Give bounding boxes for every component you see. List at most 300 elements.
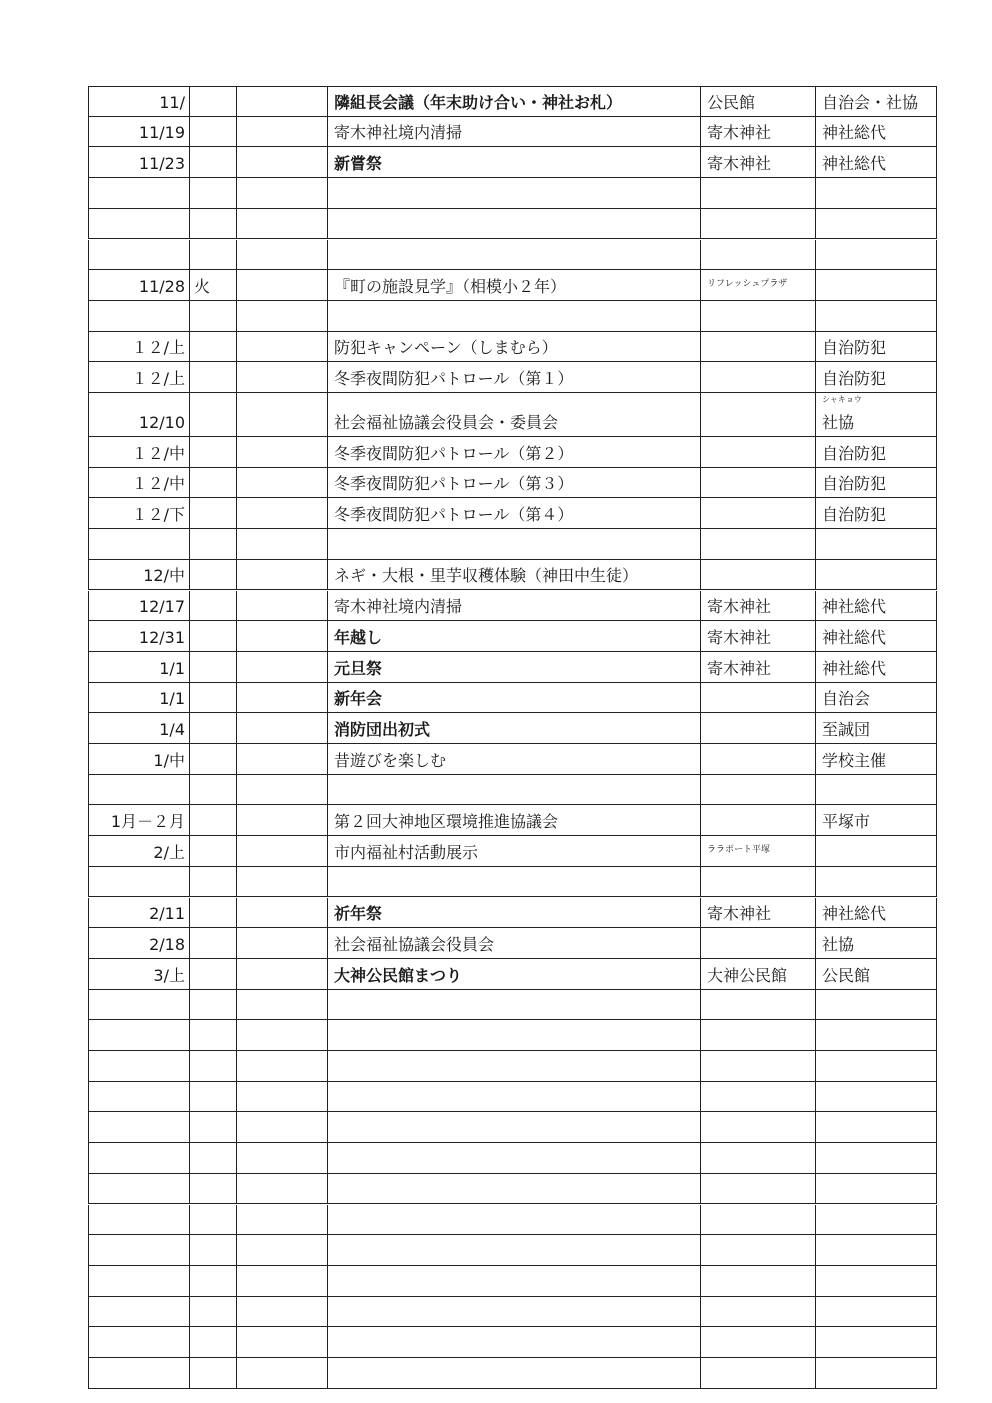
date-cell — [88, 1143, 189, 1174]
day-cell — [189, 1266, 236, 1297]
blank-cell — [236, 775, 327, 806]
table-row — [0, 1082, 992, 1113]
day-cell — [189, 928, 236, 959]
org-text: 自治防犯 — [822, 338, 887, 358]
day-text: 火 — [194, 276, 211, 296]
org-cell — [815, 529, 937, 560]
org-text: 自治防犯 — [822, 368, 887, 388]
event-text: 寄木神社境内清掃 — [334, 123, 463, 143]
event-text: 新年会 — [334, 689, 383, 709]
day-cell — [189, 147, 236, 178]
date-text: 11/23 — [138, 154, 185, 174]
place-cell — [700, 437, 815, 468]
org-text: 神社総代 — [822, 658, 887, 678]
event-cell — [327, 591, 700, 622]
event-cell — [327, 393, 700, 437]
table-row — [0, 652, 992, 683]
date-text: 11/28 — [138, 276, 185, 296]
day-cell — [189, 867, 236, 898]
table-row — [0, 362, 992, 393]
day-cell — [189, 898, 236, 929]
date-cell — [88, 683, 189, 714]
org-cell — [815, 928, 937, 959]
org-cell — [815, 1143, 937, 1174]
blank-cell — [236, 683, 327, 714]
place-text: 寄木神社 — [707, 627, 772, 647]
org-text: 神社総代 — [822, 597, 887, 617]
event-cell — [327, 652, 700, 683]
org-cell — [815, 836, 937, 867]
date-text: １２/上 — [131, 338, 185, 358]
org-cell — [815, 240, 937, 271]
event-cell — [327, 959, 700, 990]
day-cell — [189, 117, 236, 148]
blank-cell — [236, 990, 327, 1021]
date-cell — [88, 1051, 189, 1082]
date-text: 1/4 — [159, 719, 185, 739]
event-text: 第２回大神地区環境推進協議会 — [334, 812, 559, 832]
blank-cell — [236, 117, 327, 148]
blank-cell — [236, 928, 327, 959]
table-row — [0, 775, 992, 806]
place-cell — [700, 713, 815, 744]
date-cell — [88, 1266, 189, 1297]
table-row — [0, 1020, 992, 1051]
org-text: 自治防犯 — [822, 474, 887, 494]
date-cell — [88, 1297, 189, 1328]
org-cell — [815, 362, 937, 393]
org-text: 自治防犯 — [822, 505, 887, 525]
date-cell — [88, 560, 189, 591]
org-cell — [815, 498, 937, 529]
event-cell — [327, 1358, 700, 1389]
date-cell — [88, 713, 189, 744]
blank-cell — [236, 1235, 327, 1266]
org-text: 至誠団 — [822, 719, 871, 739]
blank-cell — [236, 744, 327, 775]
org-cell — [815, 468, 937, 499]
date-text: 12/17 — [138, 597, 185, 617]
event-cell — [327, 529, 700, 560]
blank-cell — [236, 529, 327, 560]
date-text: １２/上 — [131, 368, 185, 388]
place-cell — [700, 775, 815, 806]
event-cell — [327, 498, 700, 529]
event-cell — [327, 1205, 700, 1236]
blank-cell — [236, 1327, 327, 1358]
blank-cell — [236, 147, 327, 178]
org-cell — [815, 652, 937, 683]
date-cell — [88, 959, 189, 990]
date-text: 2/18 — [149, 934, 185, 954]
day-cell — [189, 240, 236, 271]
event-cell — [327, 775, 700, 806]
blank-cell — [236, 498, 327, 529]
org-cell — [815, 437, 937, 468]
date-cell — [88, 1112, 189, 1143]
date-cell — [88, 1174, 189, 1205]
table-row — [0, 1297, 992, 1328]
blank-cell — [236, 240, 327, 271]
org-cell — [815, 1112, 937, 1143]
org-cell — [815, 1327, 937, 1358]
date-cell — [88, 529, 189, 560]
day-cell — [189, 1235, 236, 1266]
place-cell — [700, 240, 815, 271]
table-row — [0, 805, 992, 836]
place-text: 寄木神社 — [707, 597, 772, 617]
place-cell — [700, 1051, 815, 1082]
place-text: 大神公民館 — [707, 965, 788, 985]
date-cell — [88, 178, 189, 209]
place-cell — [700, 147, 815, 178]
event-text: 年越し — [334, 627, 383, 647]
org-cell — [815, 591, 937, 622]
place-cell — [700, 332, 815, 363]
blank-cell — [236, 1051, 327, 1082]
org-cell — [815, 959, 937, 990]
place-cell — [700, 529, 815, 560]
org-text: 神社総代 — [822, 904, 887, 924]
table-row — [0, 1051, 992, 1082]
place-cell — [700, 990, 815, 1021]
place-cell — [700, 1358, 815, 1389]
date-text: 12/10 — [138, 413, 185, 432]
date-cell — [88, 836, 189, 867]
event-cell — [327, 332, 700, 363]
date-cell — [88, 1358, 189, 1389]
date-cell — [88, 652, 189, 683]
event-cell — [327, 209, 700, 240]
place-cell — [700, 1297, 815, 1328]
blank-cell — [236, 301, 327, 332]
date-cell — [88, 1327, 189, 1358]
place-cell — [700, 301, 815, 332]
date-cell — [88, 1020, 189, 1051]
event-text: 大神公民館まつり — [334, 965, 463, 985]
event-text: 新嘗祭 — [334, 154, 383, 174]
day-cell — [189, 652, 236, 683]
org-cell — [815, 393, 937, 437]
place-cell — [700, 836, 815, 867]
table-row — [0, 683, 992, 714]
date-cell — [88, 147, 189, 178]
place-text: ララポート平塚 — [707, 844, 771, 855]
event-cell — [327, 867, 700, 898]
event-cell — [327, 990, 700, 1021]
blank-cell — [236, 621, 327, 652]
event-cell — [327, 240, 700, 271]
blank-cell — [236, 1358, 327, 1389]
event-cell — [327, 713, 700, 744]
date-cell — [88, 498, 189, 529]
date-cell — [88, 209, 189, 240]
day-cell — [189, 591, 236, 622]
day-cell — [189, 529, 236, 560]
place-text: 公民館 — [707, 92, 756, 112]
table-row — [0, 147, 992, 178]
table-row — [0, 928, 992, 959]
day-cell — [189, 775, 236, 806]
place-text: リフレッシュプラザ — [707, 278, 788, 289]
place-cell — [700, 393, 815, 437]
date-text: 3/上 — [153, 965, 185, 985]
event-text: 元旦祭 — [334, 658, 383, 678]
event-text: 防犯キャンペーン（しまむら） — [334, 338, 558, 358]
table-row — [0, 393, 992, 437]
org-cell — [815, 1082, 937, 1113]
org-cell — [815, 1266, 937, 1297]
day-cell — [189, 362, 236, 393]
org-text: 公民館 — [822, 965, 871, 985]
date-cell — [88, 117, 189, 148]
place-cell — [700, 1112, 815, 1143]
org-ruby: シャキョウ — [822, 395, 862, 404]
event-cell — [327, 744, 700, 775]
event-cell — [327, 621, 700, 652]
day-cell — [189, 836, 236, 867]
event-cell — [327, 301, 700, 332]
table-row — [0, 209, 992, 240]
org-cell — [815, 1020, 937, 1051]
event-cell — [327, 117, 700, 148]
org-cell — [815, 117, 937, 148]
date-text: 2/11 — [149, 904, 185, 924]
date-text: 1/1 — [159, 658, 185, 678]
table-row — [0, 332, 992, 363]
date-text: 1月－２月 — [110, 812, 185, 832]
blank-cell — [236, 393, 327, 437]
org-cell — [815, 1235, 937, 1266]
blank-cell — [236, 591, 327, 622]
date-cell — [88, 591, 189, 622]
place-text: 寄木神社 — [707, 904, 772, 924]
place-cell — [700, 560, 815, 591]
day-cell — [189, 744, 236, 775]
org-text: 自治会・社協 — [822, 92, 919, 112]
event-cell — [327, 898, 700, 929]
place-cell — [700, 498, 815, 529]
event-cell — [327, 147, 700, 178]
event-cell — [327, 560, 700, 591]
place-cell — [700, 1174, 815, 1205]
day-cell — [189, 1143, 236, 1174]
day-cell — [189, 86, 236, 117]
day-cell — [189, 1051, 236, 1082]
place-cell — [700, 1143, 815, 1174]
blank-cell — [236, 867, 327, 898]
day-cell — [189, 805, 236, 836]
table-row — [0, 1327, 992, 1358]
org-cell — [815, 621, 937, 652]
table-row — [0, 117, 992, 148]
table-row — [0, 301, 992, 332]
date-cell — [88, 775, 189, 806]
place-cell — [700, 959, 815, 990]
blank-cell — [236, 86, 327, 117]
org-text: 自治防犯 — [822, 443, 887, 463]
blank-cell — [236, 805, 327, 836]
place-text: 寄木神社 — [707, 658, 772, 678]
blank-cell — [236, 1266, 327, 1297]
org-cell — [815, 1174, 937, 1205]
day-cell — [189, 1020, 236, 1051]
date-cell — [88, 270, 189, 301]
event-text: 社会福祉協議会役員会 — [334, 934, 495, 954]
blank-cell — [236, 1020, 327, 1051]
day-cell — [189, 713, 236, 744]
blank-cell — [236, 959, 327, 990]
place-cell — [700, 621, 815, 652]
event-cell — [327, 437, 700, 468]
blank-cell — [236, 1205, 327, 1236]
org-cell — [815, 1297, 937, 1328]
event-text: 社会福祉協議会役員会・委員会 — [334, 413, 559, 432]
place-cell — [700, 117, 815, 148]
org-cell — [815, 147, 937, 178]
table-row — [0, 1205, 992, 1236]
org-cell — [815, 209, 937, 240]
org-cell — [815, 301, 937, 332]
place-cell — [700, 1266, 815, 1297]
table-row — [0, 468, 992, 499]
event-text: 消防団出初式 — [334, 719, 431, 739]
place-cell — [700, 1235, 815, 1266]
event-cell — [327, 683, 700, 714]
blank-cell — [236, 332, 327, 363]
event-cell — [327, 1266, 700, 1297]
day-cell — [189, 301, 236, 332]
event-cell — [327, 86, 700, 117]
org-text: 社協 — [822, 934, 855, 954]
place-cell — [700, 1082, 815, 1113]
date-text: 2/上 — [153, 842, 185, 862]
table-row — [0, 744, 992, 775]
table-row — [0, 560, 992, 591]
org-cell — [815, 713, 937, 744]
place-cell — [700, 744, 815, 775]
org-cell — [815, 270, 937, 301]
blank-cell — [236, 1174, 327, 1205]
event-text: 冬季夜間防犯パトロール（第３） — [334, 474, 574, 494]
blank-cell — [236, 1297, 327, 1328]
date-cell — [88, 867, 189, 898]
blank-cell — [236, 898, 327, 929]
day-cell — [189, 1358, 236, 1389]
blank-cell — [236, 362, 327, 393]
day-cell — [189, 498, 236, 529]
day-cell — [189, 683, 236, 714]
date-cell — [88, 468, 189, 499]
blank-cell — [236, 713, 327, 744]
day-cell — [189, 393, 236, 437]
org-cell — [815, 560, 937, 591]
event-cell — [327, 1327, 700, 1358]
org-cell — [815, 1205, 937, 1236]
date-text: １２/下 — [131, 505, 185, 525]
blank-cell — [236, 209, 327, 240]
place-cell — [700, 652, 815, 683]
date-text: 11/ — [159, 92, 185, 112]
place-cell — [700, 1327, 815, 1358]
event-cell — [327, 270, 700, 301]
event-text: 冬季夜間防犯パトロール（第２） — [334, 443, 574, 463]
place-cell — [700, 928, 815, 959]
blank-cell — [236, 1082, 327, 1113]
table-row — [0, 898, 992, 929]
table-row — [0, 498, 992, 529]
date-text: 1/1 — [159, 689, 185, 709]
table-row — [0, 621, 992, 652]
table-row — [0, 437, 992, 468]
table-row — [0, 270, 992, 301]
date-cell — [88, 990, 189, 1021]
day-cell — [189, 1174, 236, 1205]
org-cell — [815, 805, 937, 836]
event-text: 寄木神社境内清掃 — [334, 597, 463, 617]
place-cell — [700, 898, 815, 929]
event-cell — [327, 178, 700, 209]
date-cell — [88, 928, 189, 959]
date-cell — [88, 240, 189, 271]
table-row — [0, 240, 992, 271]
day-cell — [189, 332, 236, 363]
place-cell — [700, 86, 815, 117]
date-cell — [88, 1235, 189, 1266]
table-row — [0, 713, 992, 744]
blank-cell — [236, 178, 327, 209]
date-cell — [88, 805, 189, 836]
event-text: 隣組長会議（年末助け合い・神社お札） — [334, 92, 623, 112]
day-cell — [189, 1327, 236, 1358]
date-cell — [88, 898, 189, 929]
blank-cell — [236, 437, 327, 468]
day-cell — [189, 270, 236, 301]
org-text: 学校主催 — [822, 750, 887, 770]
day-cell — [189, 1082, 236, 1113]
day-cell — [189, 178, 236, 209]
org-cell — [815, 86, 937, 117]
table-row — [0, 836, 992, 867]
event-cell — [327, 468, 700, 499]
date-cell — [88, 393, 189, 437]
org-text: 神社総代 — [822, 627, 887, 647]
event-cell — [327, 1297, 700, 1328]
table-row — [0, 178, 992, 209]
day-cell — [189, 959, 236, 990]
event-cell — [327, 1082, 700, 1113]
event-text: 『町の施設見学』（相模小２年） — [334, 276, 567, 296]
event-text: 祈年祭 — [334, 904, 383, 924]
event-cell — [327, 362, 700, 393]
blank-cell — [236, 560, 327, 591]
event-cell — [327, 1051, 700, 1082]
table-row — [0, 1235, 992, 1266]
event-text: 市内福祉村活動展示 — [334, 842, 479, 862]
event-text: 昔遊びを楽しむ — [334, 750, 447, 770]
org-cell — [815, 867, 937, 898]
org-cell — [815, 332, 937, 363]
place-cell — [700, 270, 815, 301]
date-text: １２/中 — [131, 474, 185, 494]
event-cell — [327, 1235, 700, 1266]
event-text: 冬季夜間防犯パトロール（第１） — [334, 368, 574, 388]
event-text: ネギ・大根・里芋収穫体験（神田中生徒） — [334, 566, 639, 586]
org-cell — [815, 1051, 937, 1082]
table-row — [0, 959, 992, 990]
org-cell — [815, 1358, 937, 1389]
event-cell — [327, 1112, 700, 1143]
